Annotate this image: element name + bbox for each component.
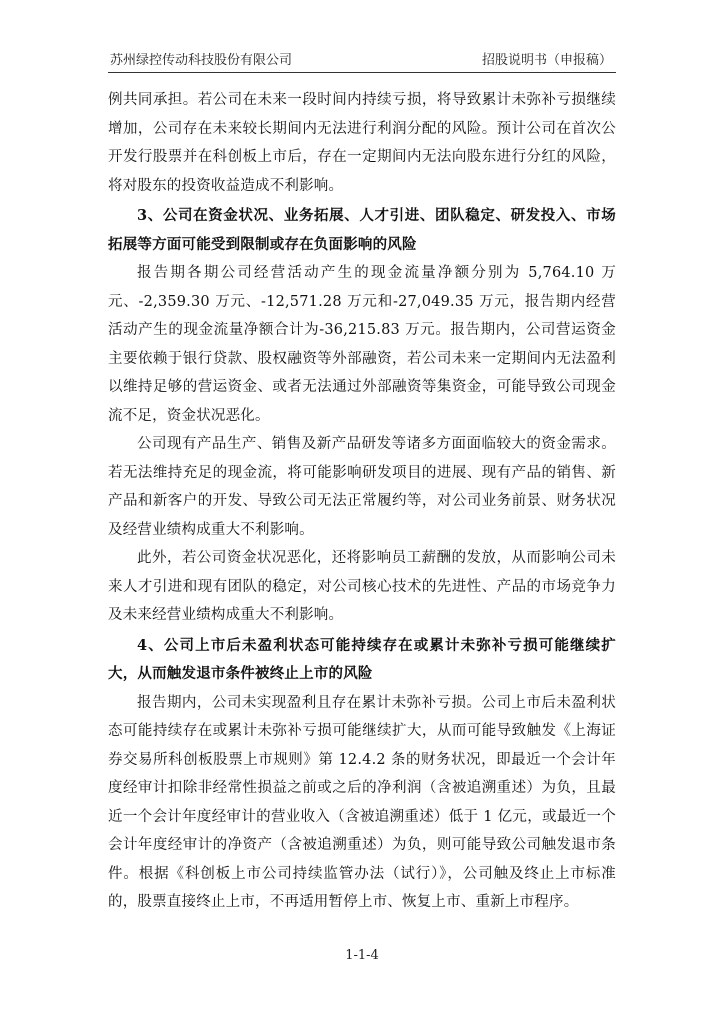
- paragraph-continued: 例共同承担。若公司在未来一段时间内持续亏损，将导致累计未弥补亏损继续增加，公司存在未来较长期间内无法进行利润分配的风险。预计公司在首次公开发行股票并在科创板上市后，存在一定期间内无法向股东进行分红的风险，将对股东的投资收益造成不利影响。: [108, 92, 616, 194]
- page-number: 1-1-4: [345, 948, 379, 963]
- document-body: [108, 86, 616, 917]
- paragraph-talent-impact: 此外，若公司资金状况恶化，还将影响员工薪酬的发放，从而影响公司未来人才引进和现有团队的稳定，对公司核心技术的先进性、产品的市场竞争力及未来经营业绩构成重大不利影响。: [108, 550, 616, 623]
- header-company-name: 苏州绿控传动科技股份有限公司: [110, 53, 293, 68]
- header-document-type: 招股说明书（申报稿）: [481, 53, 612, 68]
- paragraph-cash-flow: 报告期各期公司经营活动产生的现金流量净额分别为 5,764.10 万元、-2,359.30 万元、-12,571.28 万元和-27,049.35 万元，报告期内经营活动产生的现金流量净额合计为-36,215.83 万元。报告期内，公司营运资金主要依赖于银行贷款、股权融资等外部融资，若公司未来一定期间内无法盈利以维持足够的营运资金、或者无法通过外部融资等集资金，可能导致公司现金流不足，资金状况恶化。: [108, 265, 616, 424]
- paragraph-delisting-risk: 报告期内，公司未实现盈利且存在累计未弥补亏损。公司上市后未盈利状态可能持续存在或累计未弥补亏损可能继续扩大，从而可能导致触发《上海证券交易所科创板股票上市规则》第 12.4.2 条的财务状况，即最近一个会计年度经审计扣除非经常性损益之前或之后的净利润（含被追溯重述）为负，且最近一个会计年度经审计的营业收入（含被追溯重述）低于 1 亿元，或最近一个会计年度经审计的净资产（含被追溯重述）为负，则可能导致公司触发退市条件。根据《科创板上市公司持续监管办法（试行）》，公司触及终止上市标准的，股票直接终止上市，不再适用暂停上市、恢复上市、重新上市程序。: [108, 694, 616, 910]
- page-header: [108, 50, 616, 73]
- paragraph-capital-needs: 公司现有产品生产、销售及新产品研发等诸多方面面临较大的资金需求。若无法维持充足的现金流，将可能影响研发项目的进展、现有产品的销售、新产品和新客户的开发、导致公司无法正常履约等，对公司业务前景、财务状况及经营业绩构成重大不利影响。: [108, 436, 616, 538]
- section-heading-4: 4、公司上市后未盈利状态可能持续存在或累计未弥补亏损可能继续扩大，从而触发退市条件被终止上市的风险: [108, 636, 616, 682]
- section-heading-3: 3、公司在资金状况、业务拓展、人才引进、团队稳定、研发投入、市场拓展等方面可能受到限制或存在负面影响的风险: [108, 207, 616, 253]
